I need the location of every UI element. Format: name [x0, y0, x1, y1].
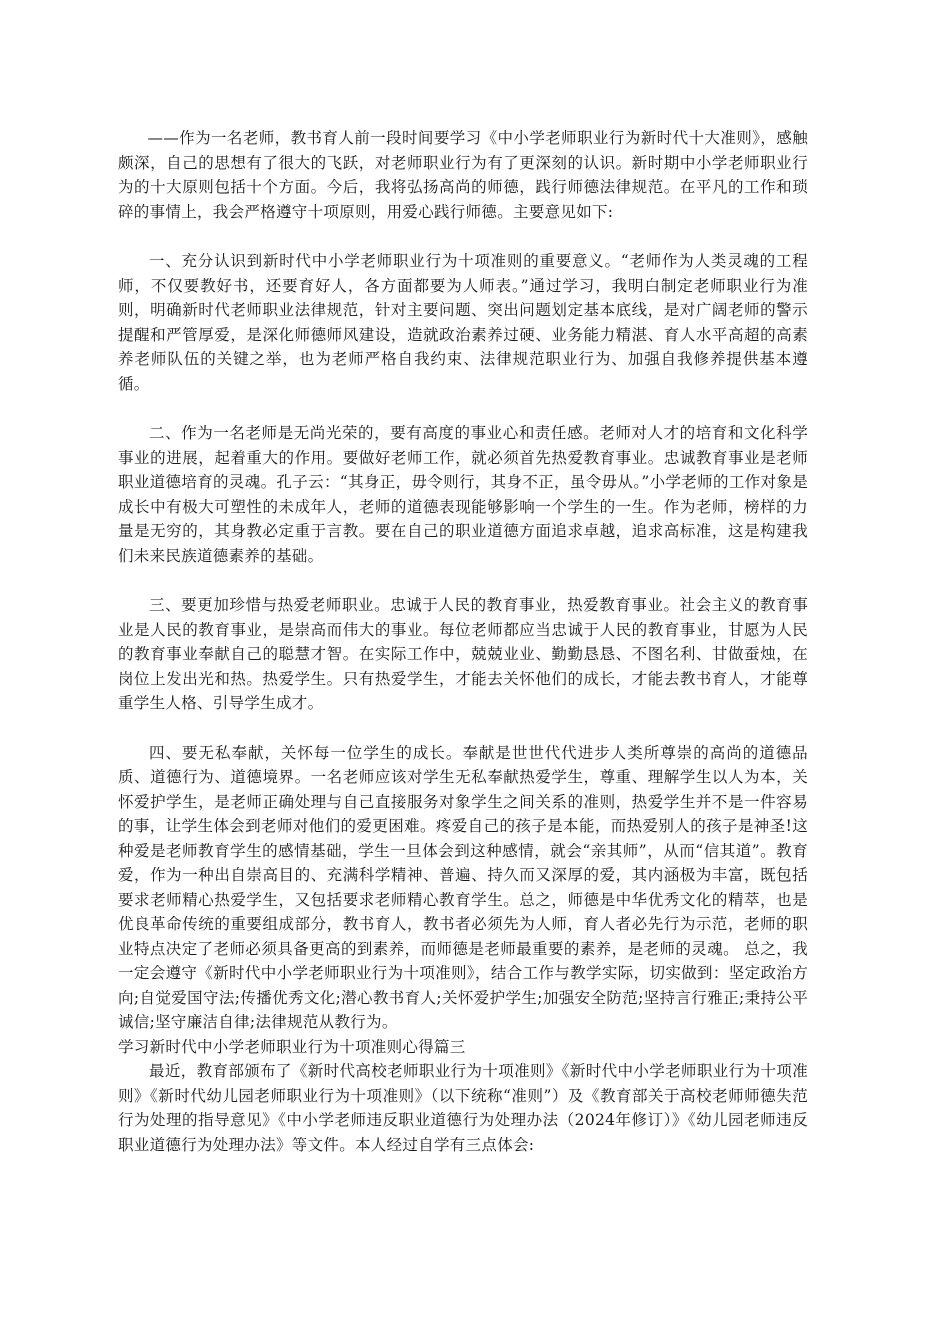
point-four-paragraph: 四、要无私奉献，关怀每一位学生的成长。奉献是世世代代进步人类所尊崇的高尚的道德品质、道德行为、道德境界。一名老师应该对学生无私奉献热爱学生，尊重、理解学生以人为本，关怀爱护学生，是老师正确处理与自己直接服务对象学生之间关系的准则，热爱学生并不是一件容易的事，让学生体会到老师对他们的爱更困难。疼爱自己的孩子是本能，而热爱别人的孩子是神圣!这种爱是老师教育学生的感情基础，学生一旦体会到这种感情，就会“亲其师”，从而“信其道”。教育爱，作为一种出自崇高目的、充满科学精神、普遍、持久而又深厚的爱，其内涵极为丰富，既包括要求老师精心热爱学生，又包括要求老师精心教育学生。总之，师德是中华优秀文化的精萃，也是优良革命传统的重要组成部分，教书育人，教书者必须先为人师，育人者必先行为示范，老师的职业特点决定了老师必须具备更高的到素养，而师德是老师最重要的素养，是老师的灵魂。 总之，我一定会遵守《新时代中小学老师职业行为十项准则》，结合工作与教学实际，切实做到：坚定政治方向;自觉爱国守法;传播优秀文化;潜心教书育人;关怀爱护学生;加强安全防范;坚持言行雅正;秉持公平诚信;坚守廉洁自律;法律规范从教行为。	[118, 743, 808, 1031]
point-two-paragraph: 二、作为一名老师是无尚光荣的，要有高度的事业心和责任感。老师对人才的培育和文化科学事业的进展，起着重大的作用。要做好老师工作，就必须首先热爱教育事业。忠诚教育事业是老师职业道德培育的灵魂。孔子云：“其身正，毋令则行，其身不正，虽令毋从。”小学老师的工作对象是成长中有极大可塑性的未成年人，老师的道德表现能够影响一个学生的一生。作为老师，榜样的力量是无穷的，其身教必定重于言教。要在自己的职业道德方面追求卓越，追求高标准，这是构建我们未来民族道德素养的基础。	[118, 424, 808, 565]
closing-paragraph: 最近，教育部颁布了《新时代高校老师职业行为十项准则》《新时代中小学老师职业行为十项准则》《新时代幼儿园老师职业行为十项准则》（以下统称“准则”）及《教育部关于高校老师师德失范行为处理的指导意见》《中小学老师违反职业道德行为处理办法（2024年修订）》《幼儿园老师违反职业道德行为处理办法》等文件。本人经过自学有三点体会:	[118, 1062, 808, 1154]
point-one-paragraph: 一、充分认识到新时代中小学老师职业行为十项准则的重要意义。“老师作为人类灵魂的工程师，不仅要教好书，还要育好人，各方面都要为人师表。”通过学习，我明白制定老师职业行为准则，明确新时代老师职业法律规范，针对主要问题、突出问题划定基本底线，是对广阔老师的警示提醒和严管厚爱，是深化师德师风建设，造就政治素养过硬、业务能力精湛、育人水平高超的高素养老师队伍的关键之举，也为老师严格自我约束、法律规范职业行为、加强自我修养提供基本遵循。	[118, 252, 808, 393]
paragraph-gap	[118, 716, 808, 741]
paragraph-gap	[118, 396, 808, 421]
paragraph-gap	[118, 568, 808, 593]
paragraph-gap	[118, 224, 808, 249]
point-three-paragraph: 三、要更加珍惜与热爱老师职业。忠诚于人民的教育事业，热爱教育事业。社会主义的教育事业是人民的教育事业，是崇高而伟大的事业。每位老师都应当忠诚于人民的教育事业，甘愿为人民的教育事业奉献自己的聪慧才智。在实际工作中，兢兢业业、勤勤恳恳、不图名利、甘做蚕烛，在岗位上发出光和热。热爱学生。只有热爱学生，才能去关怀他们的成长，才能去教书育人，才能尊重学生人格、引导学生成才。	[118, 596, 808, 712]
intro-paragraph: ——作为一名老师，教书育人前一段时间要学习《中小学老师职业行为新时代十大准则》，感触颇深，自己的思想有了很大的飞跃，对老师职业行为有了更深刻的认识。新时期中小学老师职业行为的十大原则包括十个方面。今后，我将弘扬高尚的师德，践行师德法律规范。在平凡的工作和琐碎的事情上，我会严格遵守十项原则，用爱心践行师德。主要意见如下:	[118, 129, 808, 221]
document-page	[118, 126, 808, 1157]
section-title: 学习新时代中小学老师职业行为十项准则心得篇三	[118, 1037, 466, 1056]
